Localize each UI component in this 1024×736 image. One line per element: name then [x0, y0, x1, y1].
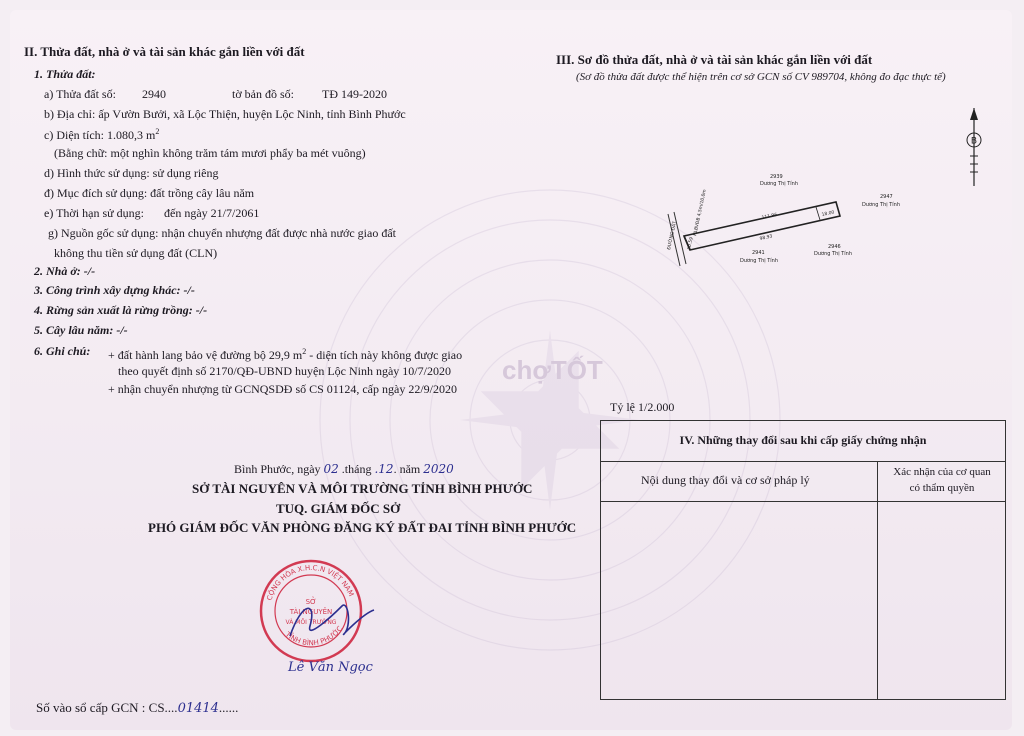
use-origin-line1: g) Nguồn gốc sử dụng: nhận chuyển nhượng đất được nhà nước giao đất	[48, 226, 396, 240]
use-term-value: đến ngày 21/7/2061	[164, 206, 260, 220]
svg-text:2946: 2946	[828, 244, 841, 250]
note-2: + nhận chuyển nhượng từ GCNQSDĐ số CS 01124, cấp ngày 22/9/2020	[108, 382, 457, 396]
svg-text:Dương Thị Tính: Dương Thị Tính	[760, 181, 798, 187]
signer-position: PHÓ GIÁM ĐỐC VĂN PHÒNG ĐĂNG KÝ ĐẤT ĐAI TỈNH BÌNH PHƯỚC	[148, 520, 577, 535]
use-origin-line2: không thu tiền sử dụng đất (CLN)	[54, 246, 218, 260]
svg-text:111.96: 111.96	[761, 212, 778, 221]
section-3-heading: III. Sơ đồ thửa đất, nhà ở và tài sản khác gắn liền với đất	[556, 52, 873, 67]
svg-text:B: B	[970, 136, 978, 147]
svg-text:CỘNG HÒA X.H.C.N VIỆT NAM: CỘNG HÒA X.H.C.N VIỆT NAM	[265, 563, 356, 602]
forest-item: 4. Rừng sản xuất là rừng trồng: -/-	[34, 303, 208, 317]
use-form: d) Hình thức sử dụng: sử dụng riêng	[44, 166, 219, 180]
svg-text:HLBVĐB 4,5m/10,0m: HLBVĐB 4,5m/10,0m	[693, 189, 708, 237]
parcel-sketch	[650, 150, 930, 290]
other-works-item: 3. Công trình xây dựng khác: -/-	[34, 283, 195, 297]
land-area-in-words: (Bằng chữ: một nghìn không trăm tám mươi phẩy ba mét vuông)	[54, 146, 366, 160]
svg-text:TÀI NGUYÊN: TÀI NGUYÊN	[289, 608, 333, 616]
notes-label: 6. Ghi chú:	[34, 344, 91, 358]
use-term-label: e) Thời hạn sử dụng:	[44, 206, 144, 220]
svg-text:Dương Thị Tính: Dương Thị Tính	[862, 202, 900, 208]
land-area: c) Diện tích: 1.080,3 $m^2$	[44, 127, 160, 142]
map-scale: Tỷ lệ 1/2.000	[610, 400, 675, 414]
signer-name: Lê Văn Ngọc	[288, 660, 373, 675]
watermark-text: chợTỐT	[502, 355, 603, 385]
north-arrow-icon	[962, 108, 986, 188]
issuing-org: SỞ TÀI NGUYÊN VÀ MÔI TRƯỜNG TỈNH BÌNH PHƯỚC	[192, 481, 533, 496]
changes-table-columns	[601, 461, 1005, 502]
land-parcel-title: 1. Thửa đất:	[34, 67, 96, 81]
register-number: Số vào sổ cấp GCN : CS....01414......	[36, 700, 239, 716]
svg-text:98.93: 98.93	[759, 234, 774, 242]
house-item: 2. Nhà ở: -/-	[34, 264, 96, 278]
use-purpose: đ) Mục đích sử dụng: đất trồng cây lâu năm	[44, 186, 255, 200]
column-confirmation-line2: có thẩm quyền	[909, 482, 975, 494]
changes-table	[600, 420, 1006, 700]
parcel-number-label: a) Thửa đất số:	[44, 87, 116, 101]
section-3-subheading: (Sơ đồ thửa đất được thể hiện trên cơ sở GCN số CV 989704, không đo đạc thực tế)	[576, 71, 946, 83]
svg-text:TỈNH BÌNH PHƯỚC: TỈNH BÌNH PHƯỚC	[283, 624, 345, 648]
svg-text:18.00: 18.00	[821, 210, 836, 218]
svg-text:Dương Thị Tính: Dương Thị Tính	[814, 251, 852, 257]
note-1-line-2: theo quyết định số 2170/QĐ-UBND huyện Lộc Ninh ngày 10/7/2020	[118, 364, 451, 378]
parcel-number-value: 2940	[142, 87, 166, 101]
svg-text:SỞ: SỞ	[305, 598, 317, 606]
svg-text:ĐƯỜNG ĐẤT: ĐƯỜNG ĐẤT	[667, 220, 678, 251]
section-2-heading: II. Thửa đất, nhà ở và tài sản khác gắn liền với đất	[24, 44, 305, 59]
section-4-heading: IV. Những thay đổi sau khi cấp giấy chứng nhận	[679, 433, 927, 447]
changes-table-header	[601, 421, 1005, 462]
issue-date: Bình Phước, ngày 02 .tháng .12. năm 2020	[234, 462, 454, 476]
note-1-line-1: + đất hành lang bảo vệ đường bộ 29,9 $m^2$ - diện tích này không được giao	[108, 347, 463, 362]
svg-text:Dương Thị Tính: Dương Thị Tính	[740, 258, 778, 264]
perennial-item: 5. Cây lâu năm: -/-	[34, 323, 128, 337]
column-change-content: Nội dung thay đổi và cơ sở pháp lý	[641, 473, 810, 487]
column-confirmation-line1: Xác nhận của cơ quan	[893, 466, 991, 478]
certificate-page	[10, 10, 1012, 730]
svg-text:2947: 2947	[880, 194, 893, 200]
svg-text:2939: 2939	[770, 174, 783, 180]
svg-text:2941: 2941	[752, 250, 765, 256]
tuq-line: TUQ. GIÁM ĐỐC SỞ	[276, 501, 401, 516]
changes-table-divider	[877, 461, 878, 699]
handwritten-signature	[282, 596, 382, 646]
svg-text:10.59: 10.59	[687, 236, 695, 251]
svg-text:VÀ MÔI TRƯỜNG: VÀ MÔI TRƯỜNG	[285, 619, 337, 626]
land-address: b) Địa chỉ: ấp Vườn Bưởi, xã Lộc Thiện, huyện Lộc Ninh, tỉnh Bình Phước	[44, 107, 406, 121]
map-sheet-value: TĐ 149-2020	[322, 87, 387, 101]
map-sheet-label: tờ bản đồ số:	[232, 87, 295, 101]
